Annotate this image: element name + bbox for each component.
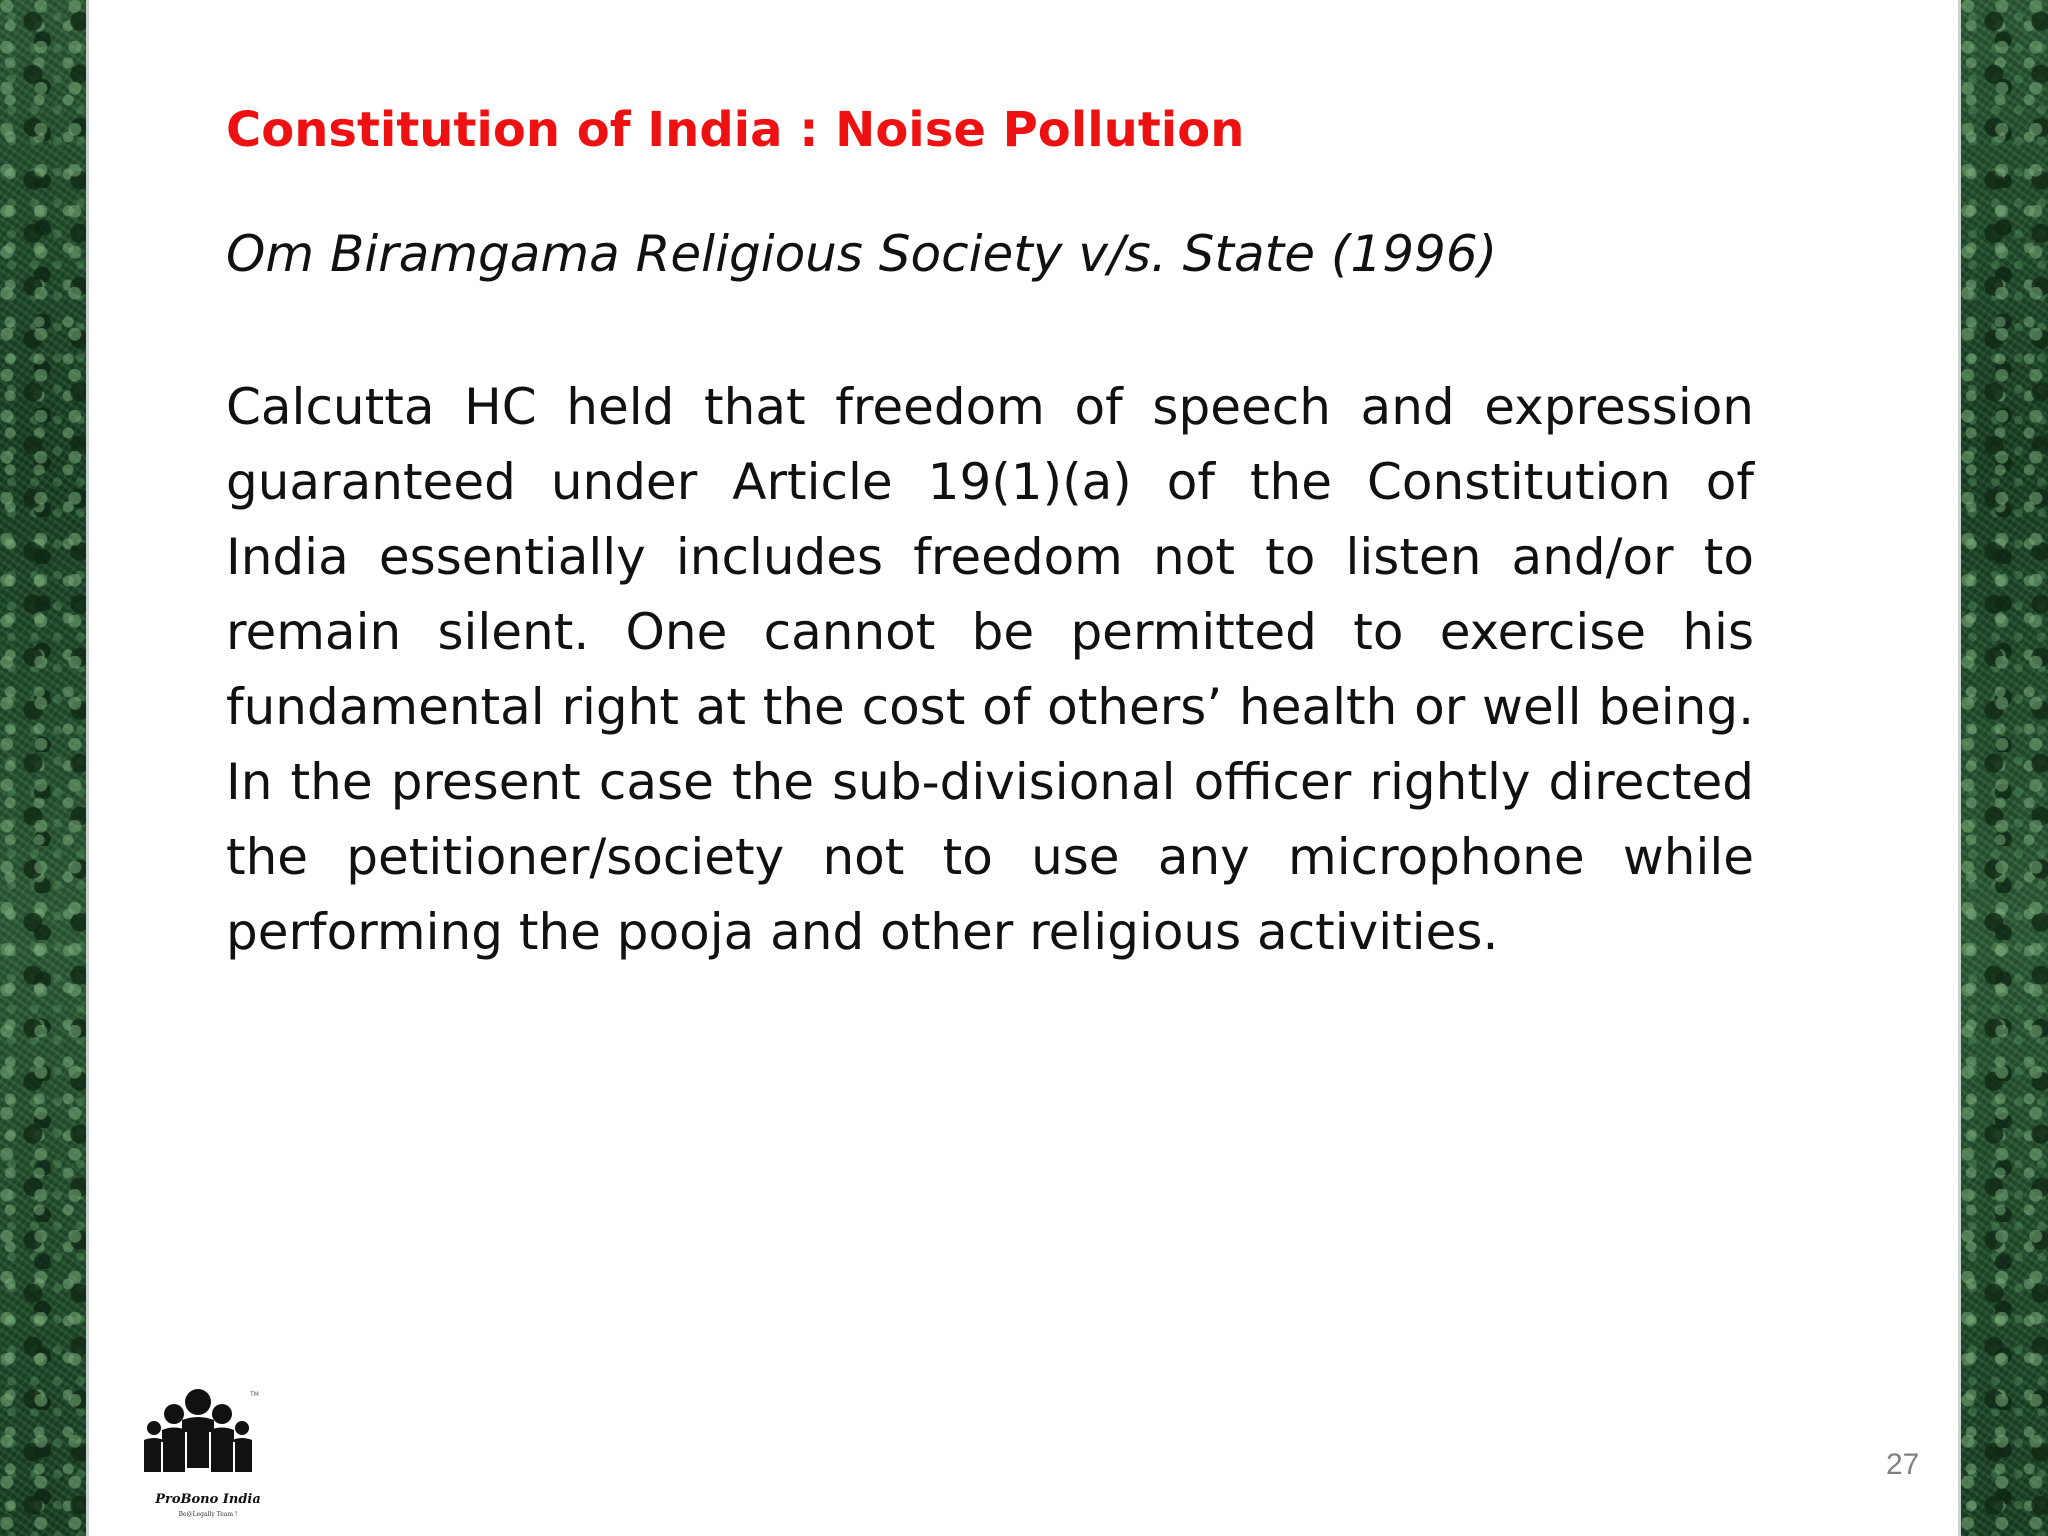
logo-tagline: Be@Legally Team !	[178, 1511, 238, 1518]
svg-text:TM: TM	[250, 1391, 259, 1398]
left-decorative-border	[0, 0, 89, 1536]
slide-title: Constitution of India : Noise Pollution	[226, 102, 1245, 158]
page-number: 27	[1886, 1448, 1920, 1481]
probono-india-logo	[138, 1380, 278, 1530]
right-decorative-border	[1958, 0, 2048, 1536]
body-paragraph: Calcutta HC held that freedom of speech and expression guaranteed under Article 19(1)(a) of the Constitution of India essentially includes freedom not to listen and/or to remain silent. One cannot be permitted to exercise his fundamental right at the cost of others’ health or well being. In the present case the sub-divisional officer rightly directed the petitioner/society not to use any microphone while performing the pooja and other religious activities.	[226, 378, 1754, 961]
case-name: Om Biramgama Religious Society v/s. State (1996)	[226, 225, 1498, 283]
logo-name: ProBono India	[155, 1492, 261, 1507]
people-group-icon	[138, 1380, 278, 1492]
